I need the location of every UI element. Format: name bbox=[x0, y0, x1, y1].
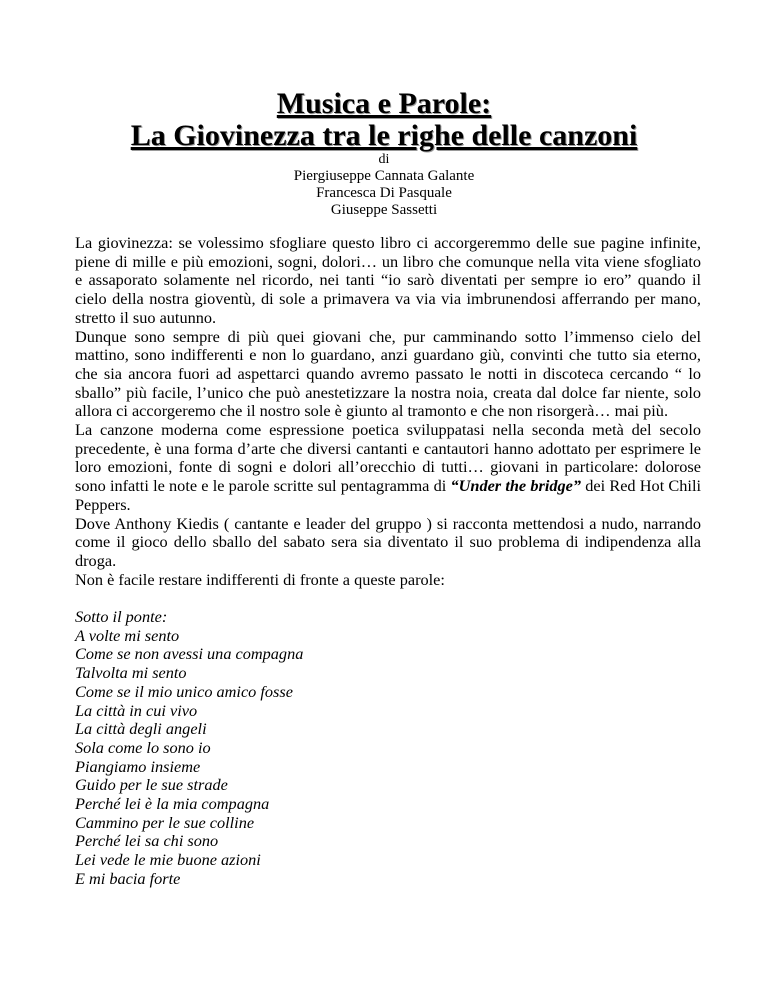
paragraph-5: Non è facile restare indifferenti di fronte a queste parole: bbox=[75, 569, 445, 589]
poem-line: Talvolta mi sento bbox=[75, 663, 187, 683]
poem-line: Guido per le sue strade bbox=[75, 775, 228, 795]
poem-line: A volte mi sento bbox=[75, 625, 180, 645]
author-2: Francesca Di Pasquale bbox=[316, 185, 452, 201]
paragraph-1: La giovinezza: se volessimo sfogliare questo libro ci accorgeremmo delle sue pagine infinite, piene di mille e più emozioni, sogni, dolori… un libro che comunque nella vita viene sfogliato e assaporato solamente nel ricordo, nei tanti “io sarò diventati per sempre io ero” quando il cielo della nostra gioventù, di sole a primavera va via via imbrunendosi afferrando per mano, stretto il suo autunno. bbox=[75, 233, 701, 327]
byline-di: di bbox=[378, 152, 390, 167]
paragraph-3-text-before: La canzone moderna come espressione poetica sviluppatasi nella seconda metà del secolo precedente, è una forma d’arte che diversi cantanti e cantautori hanno adottato per esprimere le loro emozioni, fonte di sogni e dolori all’orecchio di tutti… giovani in particolare: dolorose sono infatti le note e le parole scritte sul pentagramma di bbox=[75, 420, 701, 496]
poem-line: Perché lei sa chi sono bbox=[75, 831, 219, 851]
author-1: Piergiuseppe Cannata Galante bbox=[293, 168, 475, 184]
poem-line: Lei vede le mie buone azioni bbox=[75, 850, 261, 870]
body-text bbox=[75, 234, 701, 889]
poem-line: Sotto il ponte: bbox=[75, 607, 168, 627]
paragraph-4: Dove Anthony Kiedis ( cantante e leader del gruppo ) si racconta mettendosi a nudo, narrando come il gioco dello sballo del sabato sera sia diventato il suo problema di indipendenza alla droga. bbox=[75, 513, 701, 570]
poem-line: Perché lei è la mia compagna bbox=[75, 794, 270, 814]
paragraph-3-text-after: dei Red Hot Chili Peppers. bbox=[75, 476, 701, 514]
poem-line: Cammino per le sue colline bbox=[75, 812, 255, 832]
author-3: Giuseppe Sassetti bbox=[330, 202, 438, 218]
paragraph-2: Dunque sono sempre di più quei giovani che, pur camminando sotto l’immenso cielo del mattino, sono indifferenti e non lo guardano, anzi guardano giù, convinti che tutto sia eterno, che sia ancora fuori ad aspettarci quando avremo passato le notti in discoteca cercando “ lo sballo” più facile, l’unico che può anestetizzare la nostra noia, creata dal dolce far niente, solo allora ci accorgeremo che il nostro sole è giunto al tramonto e che non risorgerà… mai più. bbox=[75, 326, 701, 421]
title-line-2: La Giovinezza tra le righe delle canzoni bbox=[130, 119, 638, 152]
poem-line: La città degli angeli bbox=[75, 719, 207, 739]
poem-line: Come se il mio unico amico fosse bbox=[75, 681, 293, 701]
poem-line: Piangiamo insieme bbox=[75, 756, 201, 776]
poem-line: Sola come lo sono io bbox=[75, 737, 211, 757]
poem bbox=[75, 608, 701, 889]
title-line-1: Musica e Parole: bbox=[276, 87, 492, 120]
poem-line: Come se non avessi una compagna bbox=[75, 644, 304, 664]
paragraph-3 bbox=[75, 421, 701, 515]
paragraph-gap bbox=[75, 589, 701, 608]
song-title: “Under the bridge” bbox=[450, 476, 582, 496]
poem-line: E mi bacia forte bbox=[75, 868, 181, 888]
poem-line: La città in cui vivo bbox=[75, 700, 198, 720]
